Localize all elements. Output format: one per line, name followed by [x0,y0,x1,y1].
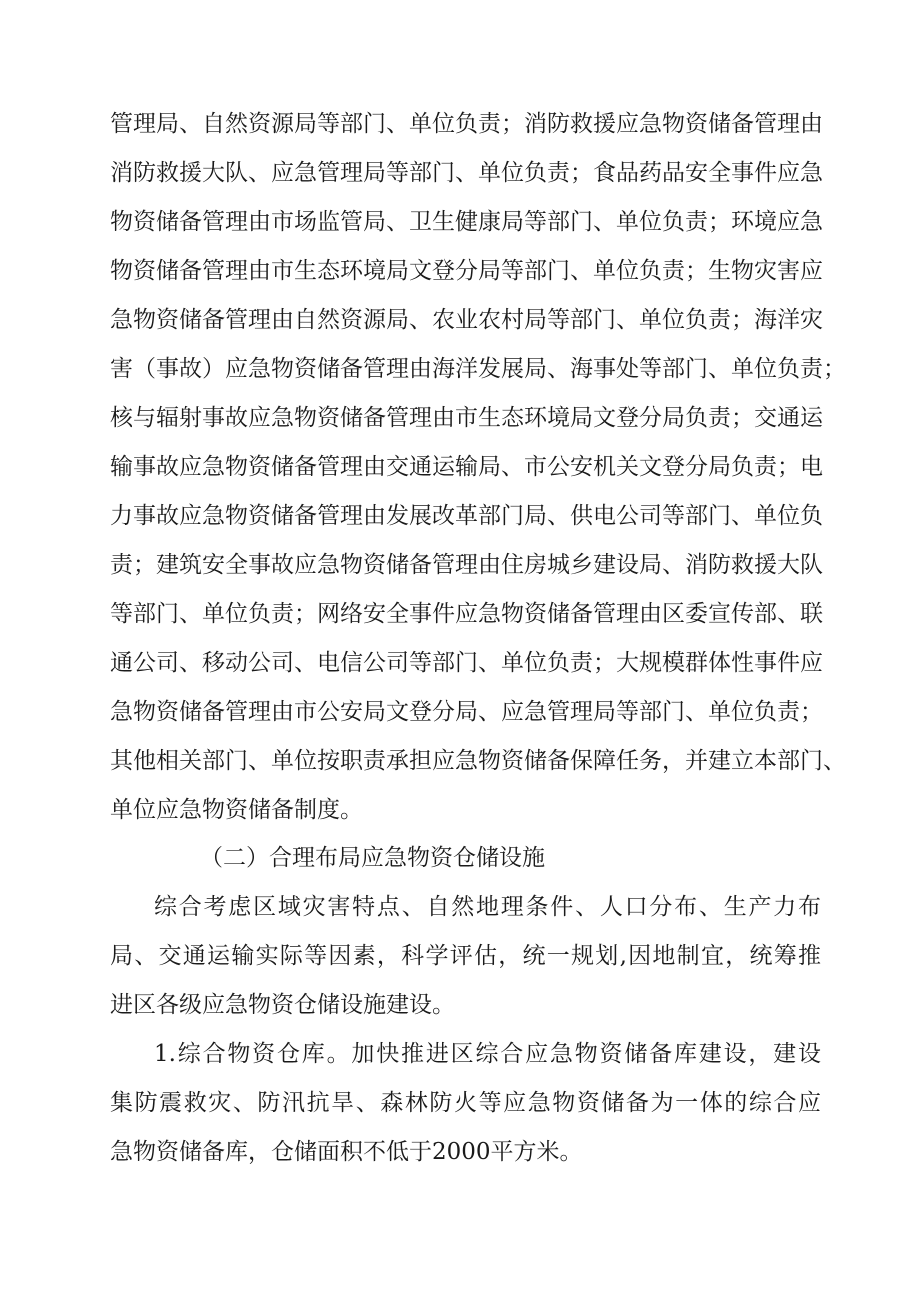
paragraph-1-line-4: 物资储备管理由市生态环境局文登分局等部门、单位负责；生物灾害应 [110,258,823,284]
paragraph-1-line-1: 管理局、自然资源局等部门、单位负责；消防救援应急物资储备管理由 [110,111,823,137]
paragraph-1-line-14: 其他相关部门、单位按职责承担应急物资储备保障任务，并建立本部门、 [110,748,846,774]
paragraph-3-line-3: 急物资储备库，仓储面积不低于2000平方米。 [110,1139,583,1165]
paragraph-2-line-1: 综合考虑区域灾害特点、自然地理条件、人口分布、生产力布 [154,894,821,920]
paragraph-3-line-2: 集防震救灾、防汛抗旱、森林防火等应急物资储备为一体的综合应 [110,1090,821,1116]
paragraph-2-line-3: 进区各级应急物资仓储设施建设。 [110,992,455,1018]
paragraph-1-line-8: 输事故应急物资储备管理由交通运输局、市公安机关文登分局负责；电 [110,454,823,480]
paragraph-1-line-10: 责；建筑安全事故应急物资储备管理由住房城乡建设局、消防救援大队 [110,552,823,578]
paragraph-3-line-1: 1.综合物资仓库。加快推进区综合应急物资储备库建设，建设 [154,1041,821,1067]
paragraph-1-line-12: 通公司、移动公司、电信公司等部门、单位负责；大规模群体性事件应 [110,650,823,676]
paragraph-1-line-3: 物资储备管理由市场监管局、卫生健康局等部门、单位负责；环境应急 [110,209,823,235]
section-heading: （二）合理布局应急物资仓储设施 [200,845,545,871]
paragraph-2-line-2: 局、交通运输实际等因素，科学评估，统一规划,因地制宜，统筹推 [110,943,821,969]
paragraph-1-line-2: 消防救援大队、应急管理局等部门、单位负责；食品药品安全事件应急 [110,160,823,186]
paragraph-1-line-5: 急物资储备管理由自然资源局、农业农村局等部门、单位负责；海洋灾 [110,307,823,333]
paragraph-1-line-9: 力事故应急物资储备管理由发展改革部门局、供电公司等部门、单位负 [110,503,823,529]
paragraph-1-line-11: 等部门、单位负责；网络安全事件应急物资储备管理由区委宣传部、联 [110,601,823,627]
paragraph-1-line-7: 核与辐射事故应急物资储备管理由市生态环境局文登分局负责；交通运 [110,405,823,431]
paragraph-1-line-15: 单位应急物资储备制度。 [110,797,363,823]
paragraph-1-line-13: 急物资储备管理由市公安局文登分局、应急管理局等部门、单位负责； [110,699,823,725]
paragraph-1-line-6: 害（事故）应急物资储备管理由海洋发展局、海事处等部门、单位负责； [110,356,846,382]
